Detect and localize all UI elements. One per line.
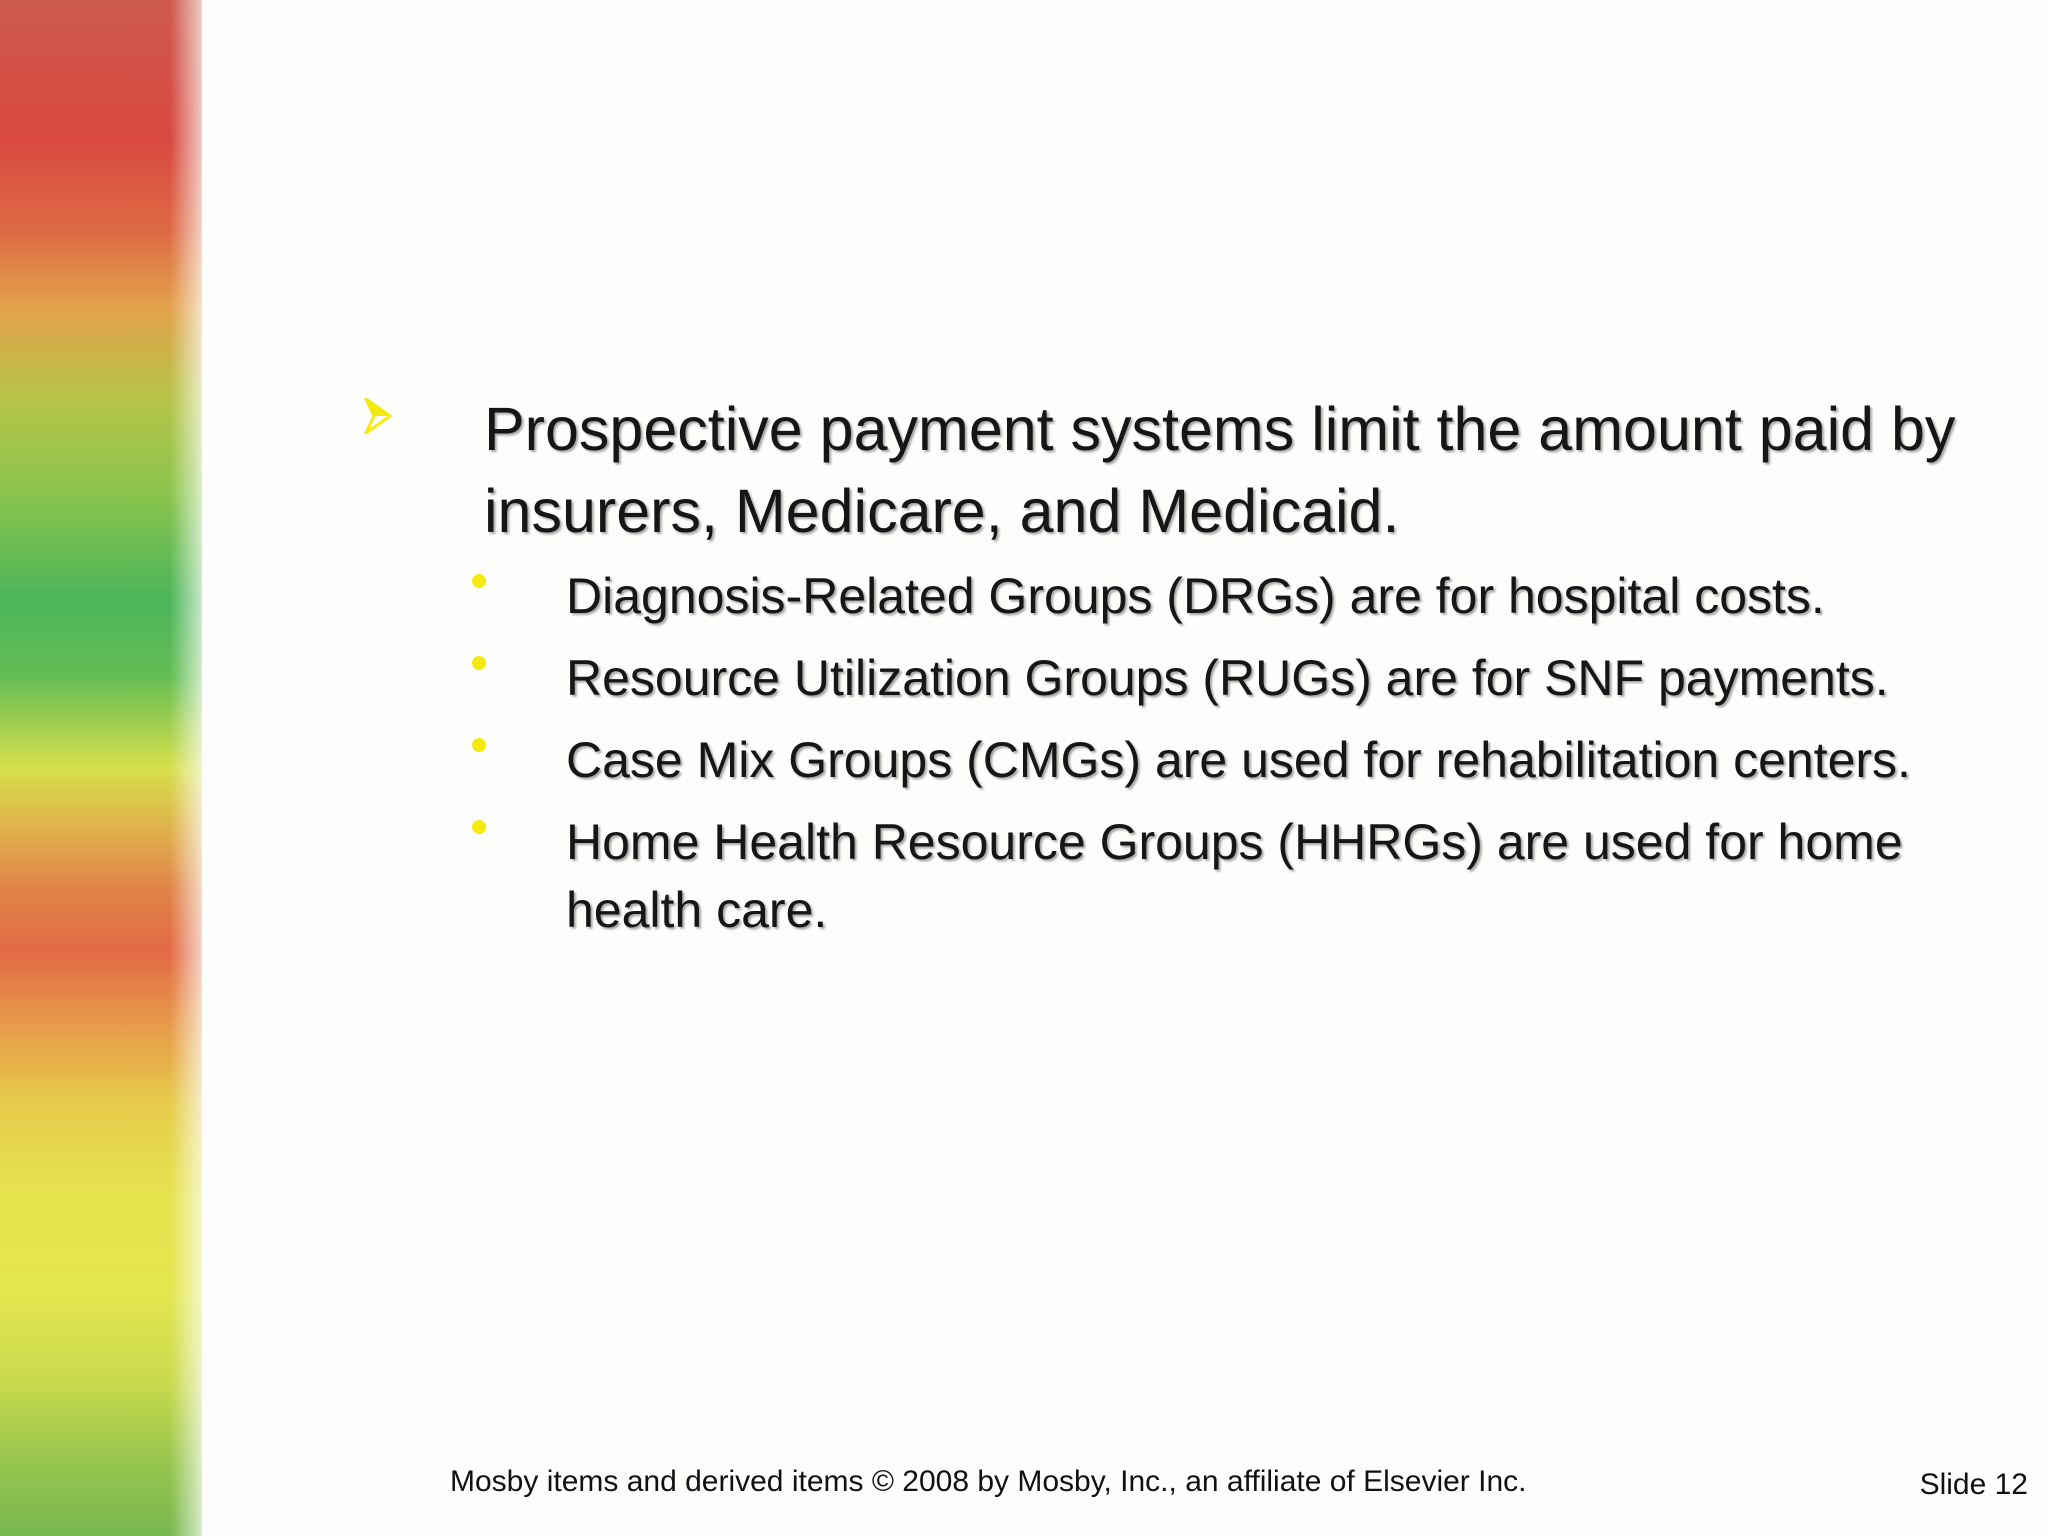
sub-bullet-text: Case Mix Groups (CMGs) are used for rehabilitation centers. bbox=[566, 732, 1911, 788]
dot-bullet-icon bbox=[472, 656, 486, 670]
sub-bullet-list bbox=[360, 562, 2000, 944]
slide-number: Slide 12 bbox=[1919, 1468, 2028, 1501]
main-bullet-point bbox=[360, 388, 2000, 552]
sub-bullet-item bbox=[360, 726, 2000, 794]
sub-bullet-item bbox=[360, 562, 2000, 630]
dot-bullet-icon bbox=[472, 738, 486, 752]
dot-bullet-icon bbox=[472, 574, 486, 588]
main-bullet-text: Prospective payment systems limit the amount paid by insurers, Medicare, and Medicaid. bbox=[484, 395, 1956, 545]
color-band-fade bbox=[170, 0, 210, 1536]
copyright-footer: Mosby items and derived items © 2008 by Mosby, Inc., an affiliate of Elsevier Inc. bbox=[450, 1465, 1527, 1498]
arrow-bullet-icon bbox=[364, 396, 392, 436]
sub-bullet-text: Home Health Resource Groups (HHRGs) are used for home health care. bbox=[566, 814, 1903, 938]
sub-bullet-item bbox=[360, 808, 2000, 944]
sub-bullet-text: Diagnosis-Related Groups (DRGs) are for hospital costs. bbox=[566, 568, 1825, 624]
sub-bullet-item bbox=[360, 644, 2000, 712]
dot-bullet-icon bbox=[472, 820, 486, 834]
slide-content bbox=[360, 388, 2000, 958]
sub-bullet-text: Resource Utilization Groups (RUGs) are for SNF payments. bbox=[566, 650, 1889, 706]
